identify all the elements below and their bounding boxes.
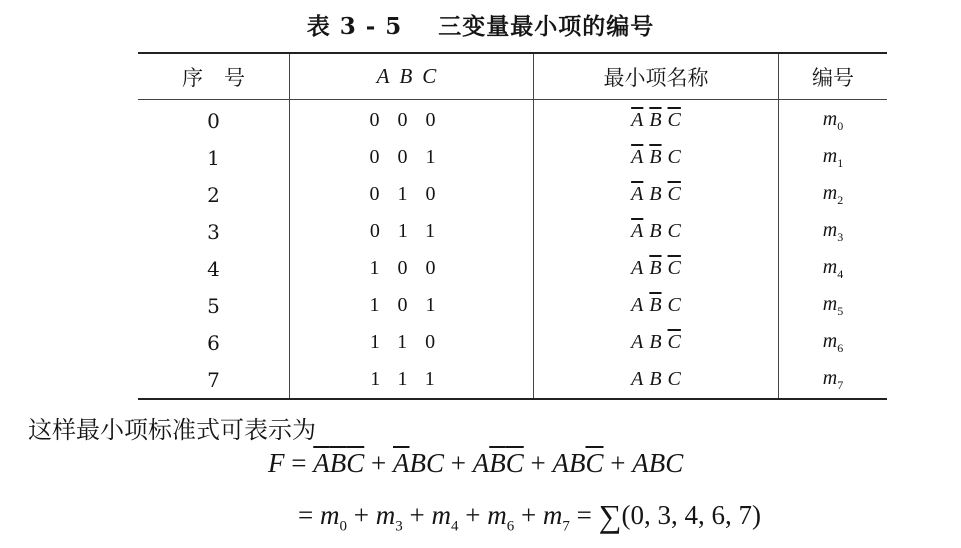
minterm-variable: $\overline{C}$ (667, 183, 681, 205)
minterm-variable: $\overline{A}$ (631, 109, 644, 131)
minterm-variable: $\overline{C}$ (667, 109, 681, 131)
header-seq: 序 号 (138, 53, 290, 100)
minterm-variable: B (649, 183, 662, 205)
cell-seq: 6 (207, 330, 220, 355)
minterm-variable: C (667, 220, 681, 242)
term-variable: $\overline{A}$ (392, 448, 410, 478)
cell-minterm-name (534, 324, 779, 361)
minterm-index: 6 (506, 518, 515, 535)
minterm-index: 1 (837, 155, 844, 170)
plus-sign: + (402, 500, 432, 530)
cell-seq: 4 (207, 256, 220, 281)
minterm-variable: $\overline{C}$ (667, 257, 681, 279)
table-row (138, 213, 887, 250)
table-row (138, 287, 887, 324)
term-variable: $\overline{C}$ (346, 448, 365, 478)
term-variable: C (665, 448, 684, 478)
cell-minterm-name (534, 361, 779, 399)
minterm-index: 7 (562, 518, 570, 535)
plus-sign: + (444, 448, 473, 478)
cell-minterm-code: $m_5$ (779, 287, 888, 324)
cell-minterm-name (534, 100, 779, 140)
minterm-variable: A (631, 368, 644, 390)
body-paragraph: 这样最小项标准式可表示为 (28, 416, 316, 444)
cell-seq: 0 (207, 108, 220, 133)
minterm-symbol: $m_3$ (375, 500, 403, 535)
sum-symbol: ∑ (598, 498, 622, 534)
minterm-variable: $\overline{A}$ (631, 183, 644, 205)
cell-bits: 101 (290, 287, 534, 324)
term-variable: $\overline{B}$ (489, 448, 506, 478)
plus-sign: + (364, 448, 393, 478)
minterm-symbol: $m_0$ (319, 500, 347, 535)
minterm-index: 3 (837, 229, 844, 244)
minterm-variable: C (667, 294, 681, 316)
cell-minterm-code: $m_1$ (779, 139, 888, 176)
plus-sign: + (346, 500, 376, 530)
table-row (138, 100, 887, 140)
table-body (138, 100, 887, 400)
table-row (138, 176, 887, 213)
minterm-symbol: $m_6$ (487, 500, 515, 535)
term-variable: A (552, 448, 569, 478)
table-header-row (138, 53, 887, 100)
table-row (138, 139, 887, 176)
cell-bits: 001 (290, 139, 534, 176)
cell-seq: 2 (207, 182, 220, 207)
header-name: 最小项名称 (534, 53, 779, 100)
equals-sign: = (569, 500, 599, 530)
minterm-index: 0 (837, 118, 844, 133)
minterm-variable: $\overline{B}$ (649, 146, 662, 168)
table-number: 表 3 - 5 (306, 13, 403, 40)
cell-minterm-name (534, 213, 779, 250)
minterm-variable: B (649, 220, 662, 242)
table-caption (0, 8, 961, 41)
term-variable: $\overline{A}$ (313, 448, 330, 478)
term-variable: B (409, 448, 426, 478)
cell-minterm-code: $m_0$ (779, 100, 888, 140)
cell-seq: 3 (207, 219, 220, 244)
minterm-variable: $\overline{C}$ (667, 331, 681, 353)
term-variable: $\overline{C}$ (585, 448, 604, 478)
equals-sign: = (284, 448, 314, 478)
term-variable: A (632, 448, 649, 478)
minterm-variable: $\overline{A}$ (631, 220, 644, 242)
minterm-variable: A (631, 294, 644, 316)
minterm-index: 6 (837, 340, 844, 355)
minterm-index: 4 (837, 266, 844, 281)
cell-seq: 5 (207, 293, 220, 318)
plus-sign: + (603, 448, 633, 478)
table-row (138, 250, 887, 287)
equals-sign: = (298, 500, 320, 530)
table-row (138, 324, 887, 361)
minterm-variable: A (631, 331, 644, 353)
equation-term (473, 448, 524, 478)
equation-term (632, 448, 683, 478)
minterm-index: 7 (837, 377, 844, 392)
cell-minterm-name (534, 287, 779, 324)
minterm-index: 0 (339, 518, 347, 535)
cell-minterm-name (534, 250, 779, 287)
term-variable: A (472, 448, 490, 478)
minterm-variable: A (631, 257, 644, 279)
cell-minterm-code: $m_4$ (779, 250, 888, 287)
equation-term (552, 448, 603, 478)
cell-minterm-code: $m_3$ (779, 213, 888, 250)
term-variable: $\overline{B}$ (329, 448, 347, 478)
minterm-index: 3 (395, 518, 403, 535)
header-abc: ABC (290, 53, 534, 100)
plus-sign: + (523, 448, 553, 478)
minterm-symbol: $m_4$ (431, 500, 459, 535)
cell-minterm-code: $m_6$ (779, 324, 888, 361)
table-title: 三变量最小项的编号 (438, 13, 655, 40)
minterm-variable: B (649, 368, 662, 390)
minterm-table (138, 52, 887, 400)
cell-bits: 110 (290, 324, 534, 361)
term-variable: B (648, 448, 666, 478)
cell-minterm-name (534, 139, 779, 176)
cell-bits: 011 (290, 213, 534, 250)
equation-boolean (268, 448, 683, 479)
plus-sign: + (514, 500, 543, 530)
term-variable: C (425, 448, 444, 478)
cell-bits: 000 (290, 100, 534, 140)
equation-term (313, 448, 364, 478)
minterm-index: 5 (837, 303, 844, 318)
minterm-index: 2 (837, 192, 844, 207)
sum-arguments: (0, 3, 4, 6, 7) (621, 500, 761, 530)
minterm-index: 4 (450, 518, 459, 535)
equation-minterms (298, 498, 761, 535)
cell-minterm-name (534, 176, 779, 213)
cell-seq: 7 (207, 367, 220, 392)
cell-minterm-code: $m_2$ (779, 176, 888, 213)
cell-minterm-code: $m_7$ (779, 361, 888, 399)
equation-lhs: F (268, 448, 285, 478)
header-code: 编号 (779, 53, 888, 100)
equation-term (393, 448, 444, 478)
minterm-symbol: $m_7$ (542, 500, 570, 535)
term-variable: $\overline{C}$ (505, 448, 524, 478)
plus-sign: + (458, 500, 488, 530)
minterm-variable: C (667, 146, 681, 168)
table-row (138, 361, 887, 399)
minterm-variable: $\overline{A}$ (631, 146, 644, 168)
minterm-variable: B (649, 331, 662, 353)
minterm-variable: C (667, 368, 681, 390)
minterm-variable: $\overline{B}$ (649, 294, 662, 316)
minterm-variable: $\overline{B}$ (649, 257, 662, 279)
minterm-variable: $\overline{B}$ (649, 109, 662, 131)
cell-bits: 100 (290, 250, 534, 287)
cell-bits: 010 (290, 176, 534, 213)
cell-seq: 1 (207, 145, 220, 170)
cell-bits: 111 (290, 361, 534, 399)
term-variable: B (568, 448, 586, 478)
